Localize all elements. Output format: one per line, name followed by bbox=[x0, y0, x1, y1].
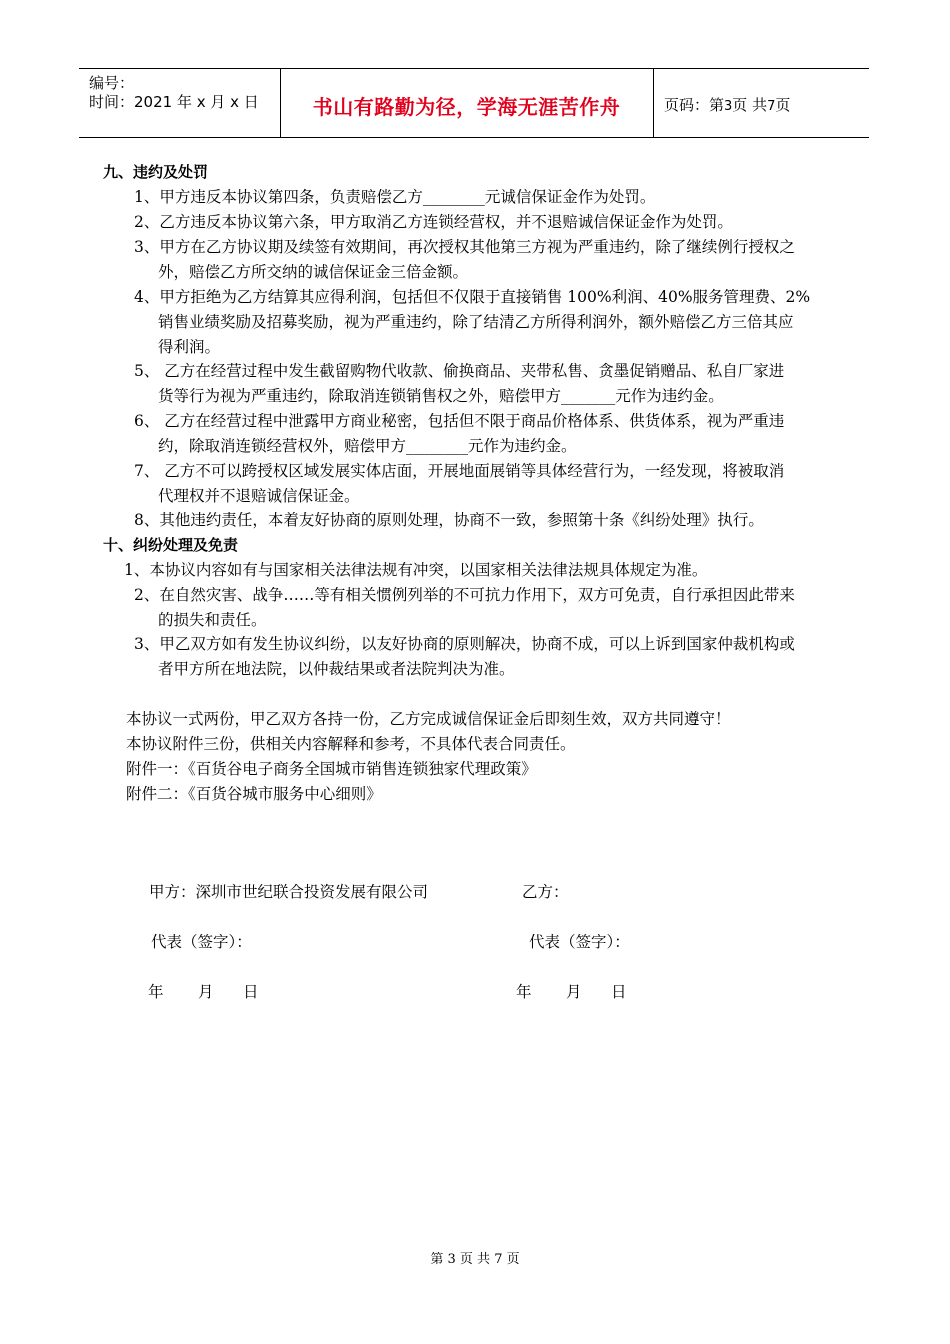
party-b-date: 年 月 日 bbox=[516, 983, 627, 1001]
section-10-title: 十、纠纷处理及免责 bbox=[103, 536, 239, 554]
clause-10-2-cont: 的损失和责任。 bbox=[158, 611, 267, 629]
attachment-2: 附件二：《百货谷城市服务中心细则》 bbox=[126, 785, 382, 803]
time-label: 时间：2021 年 x 月 x 日 bbox=[89, 93, 259, 111]
header-motto-cell bbox=[280, 69, 654, 137]
party-b-label: 乙方： bbox=[522, 883, 569, 901]
clause-9-7: 7、 乙方不可以跨授权区域发展实体店面，开展地面展销等具体经营行为，一经发现，将被取消 bbox=[134, 462, 785, 480]
motto-text: 书山有路勤为径，学海无涯苦作舟 bbox=[312, 95, 621, 119]
number-label: 编号： bbox=[89, 74, 135, 92]
document-header bbox=[79, 68, 869, 138]
clause-10-3-cont: 者甲方所在地法院，以仲裁结果或者法院判决为准。 bbox=[158, 660, 515, 678]
attachment-1: 附件一：《百货谷电子商务全国城市销售连锁独家代理政策》 bbox=[126, 760, 537, 778]
closing-line-1: 本协议一式两份，甲乙双方各持一份，乙方完成诚信保证金后即刻生效，双方共同遵守！ bbox=[126, 710, 731, 728]
party-a-representative: 代表（签字）： bbox=[151, 933, 252, 951]
clause-9-5: 5、 乙方在经营过程中发生截留购物代收款、偷换商品、夹带私售、贪墨促销赠品、私自厂家进 bbox=[134, 362, 785, 380]
clause-10-1: 1、本协议内容如有与国家相关法律法规有冲突，以国家相关法律法规具体规定为准。 bbox=[124, 561, 708, 579]
clause-10-3: 3、甲乙双方如有发生协议纠纷，以友好协商的原则解决，协商不成，可以上诉到国家仲裁机构或 bbox=[134, 635, 795, 653]
header-meta-cell bbox=[79, 69, 281, 137]
clause-9-6: 6、 乙方在经营过程中泄露甲方商业秘密，包括但不限于商品价格体系、供货体系，视为严重违 bbox=[134, 412, 785, 430]
clause-9-8: 8、其他违约责任，本着友好协商的原则处理，协商不一致，参照第十条《纠纷处理》执行。 bbox=[134, 511, 764, 529]
party-a-date: 年 月 日 bbox=[148, 983, 259, 1001]
clause-9-3-cont: 外，赔偿乙方所交纳的诚信保证金三倍金额。 bbox=[158, 263, 469, 281]
clause-9-3: 3、甲方在乙方协议期及续签有效期间，再次授权其他第三方视为严重违约，除了继续例行授权之 bbox=[134, 238, 795, 256]
clause-9-2: 2、乙方违反本协议第六条，甲方取消乙方连锁经营权，并不退赔诚信保证金作为处罚。 bbox=[134, 213, 733, 231]
clause-9-4-cont2: 得利润。 bbox=[158, 338, 221, 356]
closing-line-2: 本协议附件三份，供相关内容解释和参考，不具体代表合同责任。 bbox=[126, 735, 576, 753]
party-b-representative: 代表（签字）： bbox=[529, 933, 630, 951]
clause-9-6-cont: 约，除取消连锁经营权外，赔偿甲方________元作为违约金。 bbox=[158, 437, 577, 455]
clause-9-5-cont: 货等行为视为严重违约，除取消连锁销售权之外，赔偿甲方_______元作为违约金。 bbox=[158, 387, 724, 405]
party-a-label: 甲方：深圳市世纪联合投资发展有限公司 bbox=[149, 883, 429, 901]
section-9-title: 九、违约及处罚 bbox=[103, 163, 209, 181]
clause-10-2: 2、在自然灾害、战争……等有相关惯例列举的不可抗力作用下，双方可免责，自行承担因此带来 bbox=[134, 586, 795, 604]
clause-9-7-cont: 代理权并不退赔诚信保证金。 bbox=[158, 487, 360, 505]
clause-9-4-cont: 销售业绩奖励及招募奖励，视为严重违约，除了结清乙方所得利润外，额外赔偿乙方三倍其应 bbox=[158, 313, 794, 331]
header-page-cell bbox=[654, 69, 869, 137]
page-footer: 第 3 页 共 7 页 bbox=[430, 1252, 520, 1267]
clause-9-1: 1、甲方违反本协议第四条，负责赔偿乙方________元诚信保证金作为处罚。 bbox=[134, 188, 656, 206]
clause-9-4: 4、甲方拒绝为乙方结算其应得利润，包括但不仅限于直接销售 100%利润、40%服务管理费、2% bbox=[134, 288, 811, 306]
page-number-label: 页码：第3页 共7页 bbox=[664, 96, 791, 114]
